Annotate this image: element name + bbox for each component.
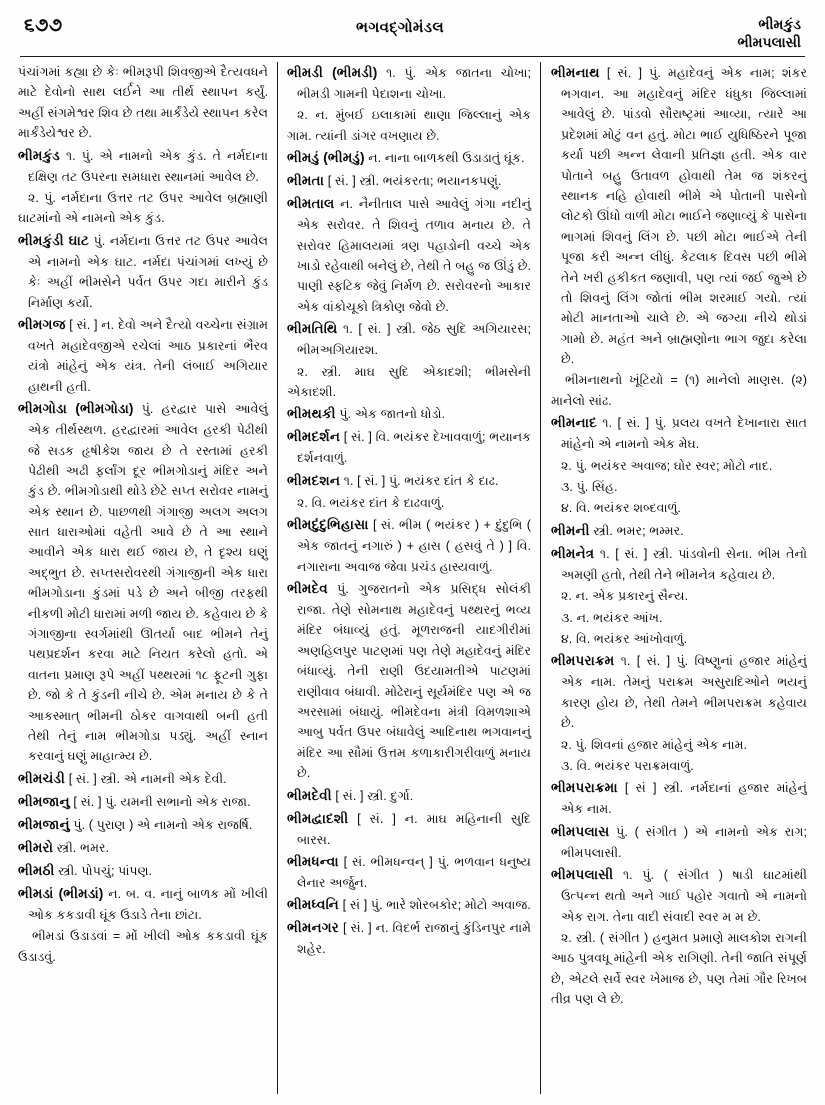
entry-definition: ૨. ન. મુંબઈ ઇલાકામાં થાણા જિલ્લાનું એક ગામ. ત્યાંની ડાંગર વખણાય છે. xyxy=(287,108,531,143)
dictionary-entry xyxy=(287,193,531,317)
entry-definition: ૨. પું. ભયંકર અવાજ; ઘોર સ્વર; મોટો નાદ. xyxy=(561,458,773,473)
dictionary-entry xyxy=(18,883,268,925)
entry-definition: [ સં. ] પું. મહાદેવનું એક નામ; શંકર ભગવાન. આ મહાદેવનું મંદિર ધંધુકા જિલ્લામાં આવેલું છે. પાંડવો સૌરાષ્ટ્રમાં આવ્યા, ત્યારે આ પ્રદેશમાં મોટું વન હતું. મોટા ભાઈ યુધિષ્ઠિરને પૂજા કર્યા પછી અન્ન લેવાની પ્રતિજ્ઞા હતી. એક વાર પોતાને બહુ ઉતાવળ હોવાથી તેમ જ શંકરનું સ્થાનક નહિ હોવાથી ભીમે એ પોતાની પાસેનો લોટકો ઊંધો વાળી મોટા ભાઈને જણાવ્યું કે પાસેના ભાગમાં શિવનું લિંગ છે. પછી મોટા ભાઈએ તેની પૂજા કરી અન્ન લીધું. કેટલાક દિવસ પછી ભીમે તેને ખરી હકીકત જણાવી, પણ ત્યાં જઈ જુએ છે તો શિવનું લિંગ જોતાં ભીમ શરમાઈ ગયો. ત્યાં મોટી માનતાઓ ચાલે છે. એ જગ્યા નીચે થોડાં ગામો છે. મહંત અને બ્રાહ્મણોના ભાગ જુદા કરેલા છે. xyxy=(561,66,807,367)
dictionary-entry xyxy=(18,314,268,397)
dictionary-entry xyxy=(287,62,531,104)
entry-definition: [ સં ] પું. ભારે શોરબકોર; મોટો અવાજ. xyxy=(338,898,531,913)
dictionary-entry xyxy=(551,650,807,733)
running-head xyxy=(18,10,807,54)
dictionary-entry xyxy=(551,62,807,369)
entry-definition: ૨. ન. એક પ્રકારનું સૈન્ય. xyxy=(561,589,689,604)
guide-word-top: ભીમકુંડ xyxy=(758,16,801,32)
dictionary-entry xyxy=(287,318,531,360)
entry-headword: ભીમધન્વા xyxy=(287,853,339,869)
dictionary-entry xyxy=(18,837,268,859)
entry-definition: ૨. પું. નર્મદાના ઉત્તર તટ ઉપર આવેલ બ્રહ્માણી ઘાટમાંનો એ નામનો એક કુંડ. xyxy=(18,190,268,226)
entry-definition: પું. હરદ્વાર પાસે આવેલું એક તીર્થસ્થળ. હરદ્વારમાં આવેલ હરકી પેઢીથી જે સડક હૃષીકેશ જાય છે તે રસ્તામાં હરકી પેઢીથી અઢી ફર્લાંગ દૂર ભીમગોડાનું મંદિર અને કુંડ છે. ભીમગોડાથી થોડે છેટે સપ્ત સરોવર નામનું એક સ્થાન છે. પાછળથી ગંગાજી અલગ અલગ સાત ધારાઓમાં વહેતી આવે છે તે આ સ્થાને આવીને એક ધારા થઈ જાય છે, તે દૃશ્ય ઘણું અદ્‌ભુત છે. સપ્તસરોવરથી ગંગાજીની એક ધારા ભીમગોડાના કુંડમાં પડે છે અને બીજી તરફથી નીકળી મોટી ધારામાં મળી જાય છે. કહેવાય છે કે ગંગાજીના સ્વર્ગમાંથી ઊતર્યા બાદ ભીમને તેનું પથપ્રદર્શન કરવા માટે નિયત કરેલો હતો. એ વાતના પ્રમાણ રૂપે અહીં પથ્થરમાં ૧૮ ફૂટની ગુફા છે. જો કે તે કુંડની નીચે છે. એમ મનાય છે કે તે આકસ્માત્ ભીમની ઠોકર વાગવાથી બની હતી તેથી તેનું નામ ભીમગોડા પડ્યું. અહીં સ્નાન કરવાનું ઘણું માહાત્મ્ય છે. xyxy=(28,402,268,764)
entry-definition: [ સં. ] ન. વિદર્ભ રાજાનું કુંડિનપુર નામે શહેર. xyxy=(297,921,531,957)
entry-definition: [ સં. ] ન. માઘ મહિનાની સુદિ બારસ. xyxy=(297,811,531,847)
entry-headword: ભીમડી (ભીમડી) xyxy=(287,65,378,80)
entry-definition: [ સં. ભીમ ( ભયંકર ) + દુંદુભિ ( એક જાતનું નગારું ) + હાસ ( હસવું તે ) ] વિ. નગારાના અવાજ જેવા પ્રચંડ હાસ્યવાળું. xyxy=(297,518,531,574)
columns-container xyxy=(18,62,807,1094)
entry-sense xyxy=(551,629,807,649)
entry-headword: ભીમથકી xyxy=(287,406,336,422)
entry-definition: [ સં. ] સ્ત્રી. એ નામની એક દેવી. xyxy=(65,771,227,786)
dictionary-entry xyxy=(287,917,531,959)
entry-sense xyxy=(551,456,807,476)
entry-headword: ભીમદ્વાદશી xyxy=(287,810,349,826)
entry-sense xyxy=(551,735,807,755)
dictionary-entry xyxy=(287,403,531,425)
dictionary-entry xyxy=(551,864,807,927)
entry-headword: ભીમજાનુ xyxy=(18,793,70,809)
header-divider xyxy=(20,56,805,57)
dictionary-entry xyxy=(18,398,268,767)
entry-sense xyxy=(18,188,268,229)
entry-definition: [ સં. ] પું. યમની સભાનો એક રાજા. xyxy=(69,794,251,809)
entry-definition: પું. ( પુરાણ ) એ નામનો એક રાજર્ષિ. xyxy=(69,817,253,832)
entry-headword: ભીમનેત્ર xyxy=(551,545,595,561)
dictionary-entry xyxy=(287,808,531,850)
entry-definition: ૧. પું. ( સંગીત ) ષાડી ઘાટમાંથી ઉત્પન્ન થતો અને ગાઈ પહોર ગવાતો એ નામનો એક રાગ. તેના વાદી સંવાદી સ્વર મ મ છે. xyxy=(561,868,807,924)
entry-headword: ભીમકુંડી ઘાટ xyxy=(18,232,89,248)
dictionary-entry xyxy=(551,777,807,819)
entry-continuation xyxy=(18,62,268,144)
entry-definition: [ સં. ] વિ. ભયંકર દેખાવવાળું; ભયાનક દર્શનવાળું. xyxy=(297,430,531,466)
entry-definition: ૨. પું. શિવનાં હજાર માંહેનું એક નામ. xyxy=(561,737,748,752)
dictionary-entry xyxy=(287,470,531,492)
column-3 xyxy=(541,62,807,1094)
entry-headword: ભીમઠી xyxy=(18,862,55,878)
dictionary-entry xyxy=(551,520,807,542)
entry-headword: ભીમતા xyxy=(287,173,325,189)
dictionary-entry xyxy=(18,768,268,790)
entry-headword: ભીમદેવ xyxy=(287,581,328,596)
page-number: ૬૭૭ xyxy=(24,15,63,36)
entry-headword: ભીમદર્શન xyxy=(287,429,341,445)
dictionary-entry xyxy=(287,578,531,784)
dictionary-entry xyxy=(551,543,807,585)
entry-headword: ભીમદુંદુભિહાસા xyxy=(287,517,369,533)
dictionary-entry xyxy=(18,230,268,313)
entry-definition: ન. બ. વ. નાનું બાળક મોં ખીલી ઓક કકડાવી ઘૂંક ઉડાડે તેના છાંટા. xyxy=(28,886,268,922)
dictionary-entry xyxy=(287,514,531,577)
guide-words xyxy=(737,14,801,51)
entry-definition: [ સં ] સ્ત્રી. નર્મદાનાં હજાર માંહેનું એક નામ. xyxy=(561,781,807,817)
entry-headword: ભીમદશન xyxy=(287,472,341,488)
entry-headword: ભીમપરાક્રમા xyxy=(551,780,618,796)
entry-definition: ૧. પું. એ નામનો એક કુંડ. તે નર્મદાના દક્ષિણ તટ ઉપરના સમધારા સ્થાનમાં આવેલ છે. xyxy=(28,148,268,184)
entry-definition: ૧. [ સં. ] પું. પ્રલય વખતે દેખાનારા સાત માંહેનો એ નામનો એક મેઘ. xyxy=(561,416,807,452)
entry-sense xyxy=(551,477,807,497)
entry-definition: ૪. વિ. ભયંકર શબ્દવાળું. xyxy=(561,501,681,516)
entry-definition: ભીમડાં ઉડાડવાં = મોં ખીલી ઓક કકડાવી ઘૂંક ઉડાડવું. xyxy=(18,929,268,964)
entry-sense xyxy=(287,105,531,146)
entry-definition: પંચાંગમાં કહ્યા છે કેઃ ભીમરૂપી શિવજીએ દૈત્યવધને માટે દેવોનો સાથ લર્ઈને આ તીર્થ સ્થાપન કર્યું. અહીં સંગમેશ્વર શિવ છે તથા માર્કંડેયે સ્થાપન કરેલ માર્કંડેયેશ્વર છે. xyxy=(18,65,268,141)
entry-headword: ભીમરો xyxy=(18,839,54,855)
entry-definition: ન. નૈનીતાલ પાસે આવેલું ગંગા નદીનું એક સરોવર. તે શિવનું તળાવ મનાય છે. તે સરોવર હિમાલયમાં ત્રણ પહાડોની વચ્ચે એક ખાડો રહેવાથી બનેલું છે, તેથી તે બહુ જ ઊંડું છે. પાણી સ્ફટિક જેવું નિર્મળ છે. સરોવરનો આકાર એક વાંકોચૂકો ત્રિકોણ જેવો છે. xyxy=(297,197,531,314)
entry-sense xyxy=(287,493,531,513)
entry-sense xyxy=(551,608,807,628)
dictionary-entry xyxy=(18,860,268,882)
entry-definition: ૨. સ્ત્રી. માઘ સુદિ એકાદશી; ભીમસેની એકાદશી. xyxy=(287,364,531,399)
entry-sense xyxy=(551,928,807,1010)
entry-definition: ૧. પું. એક જાતના ચોખા; ભીમડી ગામની પેદાશના ચોખા. xyxy=(297,66,531,102)
entry-definition: [ સં. ] સ્ત્રી. ભયંકરતા; ભયાનકપણું. xyxy=(324,174,502,189)
entry-headword: ભીમદેવી xyxy=(287,787,332,803)
dictionary-entry xyxy=(551,821,807,863)
dictionary-entry xyxy=(287,785,531,807)
entry-sense xyxy=(551,586,807,606)
entry-definition: ૪. વિ. ભયંકર આંખોવાળું. xyxy=(561,632,688,647)
entry-definition: સ્ત્રી. ભમર. xyxy=(53,840,109,855)
dictionary-entry xyxy=(551,412,807,454)
entry-subentry xyxy=(551,370,807,411)
entry-headword: ભીમતાલ xyxy=(287,196,335,212)
entry-definition: ભીમનાથનો ખૂંટિયો = (૧) માનેલો માણસ. (૨) માનેલો સાંઢ. xyxy=(551,373,807,408)
entry-headword: ભીમગોડા (ભીમગોડા) xyxy=(18,401,134,417)
entry-headword: ભીમગજ xyxy=(18,316,66,332)
entry-definition: પું. નર્મદાના ઉત્તર તટ ઉપર આવેલ એ નામનો એક ઘાટ. નર્મદા પંચાંગમાં લખ્યું છે કેઃ અહીં ભીમસેને પર્વત ઉપર ગદા મારીને કુંડ નિર્માણ કર્યો. xyxy=(28,233,268,310)
entry-headword: ભીમપલાસ xyxy=(551,823,610,839)
entry-definition: પું. ( સંગીત ) એ નામનો એક રાગ; ભીમપલાસી. xyxy=(561,824,807,860)
entry-headword: ભીમનાદ xyxy=(551,415,597,431)
entry-headword: ભીમનાથ xyxy=(551,65,600,80)
entry-definition: [ સં. ] ન. દેવો અને દૈત્યો વચ્ચેના સંગ્રામ વખતે મહાદેવજીએ રચેલાં આઠ પ્રકારનાં ભૈરવ યંત્રો માંહેનું એક યંત્ર. તેની લંબાઈ અગિયાર હાથની હતી. xyxy=(28,317,268,394)
entry-definition: પું. ગુજરાતનો એક પ્રસિદ્ધ સોલંકી રાજા. તેણે સોમનાથ મહાદેવનું પથ્થરનું ભવ્ય મંદિર બંધાવ્યું હતું. મૂળરાજની યાદગીરીમાં અણહિલપુર પાટણમાં પણ તેણે મહાદેવનું મંદિર બંધાવ્યું. તેની રાણી ઉદયામતીએ પાટણમાં રાણીવાવ બંધાવી. મોઢેરાનું સૂર્યમંદિર પણ એ જ અરસામાં બંધાયું. ભીમદેવના મંત્રી વિમળશાએ આબુ પર્વત ઉપર બંધાવેલું આદિનાથ ભગવાનનું મંદિર આ સૌમાં ઉત્તમ કળાકારીગરીવાળું મનાય છે. xyxy=(297,582,531,781)
dictionary-entry xyxy=(18,814,268,836)
entry-headword: ભીમતિથિ xyxy=(287,321,338,337)
column-2 xyxy=(278,62,540,1094)
entry-definition: સ્ત્રી. પોપચું; પાંપણ. xyxy=(54,863,153,878)
entry-definition: ૩. પું. સિંહ. xyxy=(561,480,618,495)
entry-sense xyxy=(551,498,807,518)
entry-definition: ૨. વિ. ભયંકર દાંત કે દાઢવાળું. xyxy=(297,495,445,510)
entry-headword: ભીમપરાક્રમ xyxy=(551,653,615,669)
entry-headword: ભીમડાં (ભીમડાં) xyxy=(18,885,104,901)
entry-definition: [ સં. ] સ્ત્રી. દુર્ગા. xyxy=(331,788,414,803)
dictionary-entry xyxy=(287,851,531,893)
entry-headword: ભીમડું (ભીમડું) xyxy=(287,150,365,166)
dictionary-entry xyxy=(287,894,531,916)
entry-definition: સ્ત્રી. ભમર; ભમ્મર. xyxy=(589,523,684,538)
entry-definition: ન. નાના બાળકથી ઉડાડાતું ઘૂંક. xyxy=(364,151,525,166)
entry-definition: ૩. વિ. ભયંકર પરાક્રમવાળું. xyxy=(561,759,694,774)
entry-headword: ભીમપલાસી xyxy=(551,867,614,883)
entry-definition: ૨. સ્ત્રી. ( સંગીત ) હનુમત પ્રમાણે માલકોશ રાગની આઠ પુત્રવધૂ માંહેની એક રાગિણી. તેની જાતિ સંપૂર્ણ છે, એટલે સર્વે સ્વર ખેમાજ છે, પણ તેમાં ગૌર રિખબ તીવ્ર પણ લે છે. xyxy=(551,931,807,1007)
entry-definition: પું. એક જાતનો ધોડો. xyxy=(335,407,446,422)
entry-headword: ભીમધ્વનિ xyxy=(287,897,339,913)
entry-definition: ૧. [ સં. ] પું. ભયંકર દાંત કે દાઢ. xyxy=(340,473,499,488)
dictionary-entry xyxy=(287,170,531,192)
entry-definition: ૧. [ સં. ] પું. વિષ્ણુનાં હજાર માંહેનું એક નામ. તેમનું પરાક્રમ અસુરાદિઓને ભયનું કારણ હોય છે, તેથી તેમને ભીમપરાક્રમ કહેવાય છે. xyxy=(561,654,807,731)
entry-subentry xyxy=(18,926,268,967)
entry-headword: ભીમની xyxy=(551,522,590,538)
dictionary-entry xyxy=(287,426,531,468)
entry-headword: ભીમજાનું xyxy=(18,816,70,832)
entry-sense xyxy=(551,756,807,776)
entry-headword: ભીમચંડી xyxy=(18,770,65,786)
entry-headword: ભીમકુંડ xyxy=(18,147,60,163)
entry-sense xyxy=(287,362,531,403)
dictionary-entry xyxy=(18,791,268,813)
guide-word-bottom: ભીમપલાસી xyxy=(737,33,801,50)
document-title: ભગવદ્‌ગોમંડલ xyxy=(356,19,444,36)
entry-definition: ૧. [ સં. ] સ્ત્રી. જેઠ સુદિ અગિયારસ; ભીમઅગિયારશ. xyxy=(297,322,531,358)
entry-definition: ૧. [ સં. ] સ્ત્રી. પાંડવોની સેના. ભીમ તેનો અમણી હતો, તેથી તેને ભીમનેત્ર કહેવાય છે. xyxy=(561,546,807,582)
dictionary-entry xyxy=(287,147,531,169)
column-1 xyxy=(18,62,277,1094)
entry-headword: ભીમનગર xyxy=(287,920,339,936)
dictionary-entry xyxy=(18,145,268,187)
entry-definition: ૩. ન. ભયંકર આંખ. xyxy=(561,610,663,625)
entry-definition: [ સં. ભીમધન્વન્ ] પું. ભળવાન ધનુષ્ય લેનાર અર્જુન. xyxy=(297,854,531,890)
